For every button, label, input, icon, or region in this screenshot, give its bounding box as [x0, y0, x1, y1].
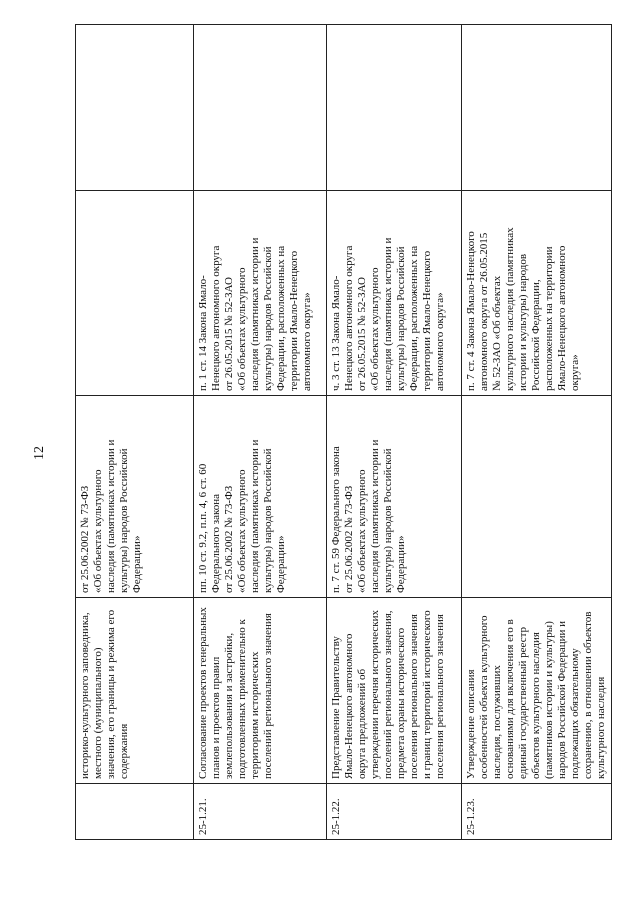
- regional-law-reference-cell: [76, 191, 194, 396]
- page-number: 12: [32, 446, 47, 460]
- empty-extra-cell: [462, 25, 612, 191]
- regional-law-reference-cell: п. 7 ст. 4 Закона Ямало-Ненецкого автономного округа от 26.05.2015 № 52-ЗАО «Об объектах культурного наследия (памятниках истории и культуры) народов Российской Федерации, расположенных на территории Ямало-Ненецкого автономного округа»: [462, 191, 612, 396]
- table-row: [327, 25, 462, 840]
- authority-description-cell: историко-культурного заповедника, местного (муниципального) значения, его границы и режима его содержания: [76, 598, 194, 784]
- row-number-cell: [76, 784, 194, 840]
- authority-description-cell: Утверждение описания особенностей объекта культурного наследия, послуживших основаниями для включения его в единый государственный реестр объектов культурного наследия (памятников истории и культуры) народов Российской Федерации и подлежащих обязательному сохранению, в отношении объектов культурного наследия: [462, 598, 612, 784]
- row-number-cell: 25-1.21.: [194, 784, 327, 840]
- regional-law-reference-cell: ч. 3 ст. 13 Закона Ямало- Ненецкого автономного округа от 26.05.2015 № 52-ЗАО «Об объектах культурного наследия (памятниках истории и культуры) народов Российской Федерации, расположенных на территории Ямало-Ненецкого автономного округа»: [327, 191, 462, 396]
- table-row: [462, 25, 612, 840]
- federal-law-reference-cell: пп. 10 ст. 9.2, п.п. 4, 6 ст. 60 Федерального закона от 25.06.2002 № 73-ФЗ «Об объектах культурного наследия (памятниках истории и культуры) народов Российской Федерации»: [194, 396, 327, 598]
- document-table-rotated: [75, 25, 605, 840]
- table-row: [76, 25, 194, 840]
- table-row: [194, 25, 327, 840]
- authority-description-cell: Согласование проектов генеральных планов и проектов правил землепользования и застройки, подготовленных применительно к территориям исторических поселений регионального значения: [194, 598, 327, 784]
- empty-extra-cell: [327, 25, 462, 191]
- empty-extra-cell: [194, 25, 327, 191]
- regional-law-reference-cell: п. 1 ст. 14 Закона Ямало- Ненецкого автономного округа от 26.05.2015 № 52-ЗАО «Об объектах культурного наследия (памятниках истории и культуры) народов Российской Федерации, расположенных на территории Ямало-Ненецкого автономного округа»: [194, 191, 327, 396]
- row-number-cell: 25-1.23.: [462, 784, 612, 840]
- row-number-cell: 25-1.22.: [327, 784, 462, 840]
- federal-law-reference-cell: [462, 396, 612, 598]
- authority-table: [75, 24, 612, 840]
- federal-law-reference-cell: п. 7 ст. 59 Федерального закона от 25.06.2002 № 73-ФЗ «Об объектах культурного наследия (памятниках истории и культуры) народов Российской Федерации»: [327, 396, 462, 598]
- authority-description-cell: Представление Правительству Ямало-Ненецкого автономного округа предложений об утверждении перечня исторических поселений регионального значения, предмета охраны исторического поселения регионального значения и границ территорий исторического поселения регионального значения: [327, 598, 462, 784]
- federal-law-reference-cell: от 25.06.2002 № 73-ФЗ «Об объектах культурного наследия (памятниках истории и культуры) народов Российской Федерации»: [76, 396, 194, 598]
- empty-extra-cell: [76, 25, 194, 191]
